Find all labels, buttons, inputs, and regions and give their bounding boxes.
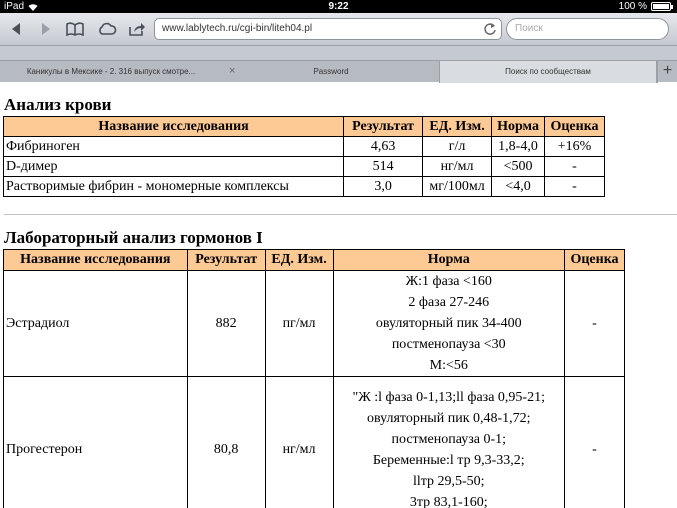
column-header: Результат — [187, 250, 265, 271]
norm-line: "Ж :l фаза 0-1,13;ll фаза 0,95-21; — [352, 390, 545, 405]
test-result: 4,63 — [344, 137, 423, 157]
test-name: Фибриноген — [4, 137, 344, 157]
norm-line: 2 фаза 27-246 — [408, 295, 490, 310]
section-divider — [4, 214, 677, 215]
table-row — [4, 271, 625, 377]
table-row — [4, 137, 605, 157]
section-title-blood: Анализ крови — [4, 95, 112, 114]
column-header: Результат — [344, 117, 423, 137]
bookmarks-icon[interactable] — [65, 19, 85, 39]
tab-bar — [0, 60, 677, 82]
column-header: ЕД. Изм. — [423, 117, 492, 137]
test-result: 3,0 — [344, 177, 423, 197]
test-grade: - — [565, 377, 625, 508]
address-bar[interactable] — [154, 18, 502, 40]
test-norm — [333, 377, 565, 508]
test-result: 882 — [187, 271, 265, 377]
icloud-tabs-icon[interactable] — [97, 19, 117, 39]
close-tab-icon[interactable]: × — [229, 65, 236, 77]
norm-line: llтр 29,5-50; — [412, 474, 485, 489]
test-unit: мг/100мл — [423, 177, 492, 197]
norm-line: овуляторный пик 0,48-1,72; — [366, 411, 531, 426]
tab-password[interactable] — [242, 61, 420, 83]
browser-toolbar — [0, 13, 677, 46]
norm-line: постменопауза 0-1; — [391, 432, 507, 447]
tab-mexico[interactable] — [0, 61, 222, 83]
test-unit: нг/мл — [265, 377, 333, 508]
tab-label: Поиск по сообществам — [505, 67, 591, 76]
search-placeholder: Поиск — [515, 23, 543, 34]
table-row — [4, 177, 605, 197]
battery-percent: 100 % — [618, 1, 647, 12]
toolbar-spacer — [0, 46, 677, 60]
column-header: Оценка — [565, 250, 625, 271]
test-grade: - — [545, 177, 605, 197]
norm-line: овуляторный пик 34-400 — [375, 316, 522, 331]
test-name: Прогестерон — [4, 377, 188, 508]
test-result: 514 — [344, 157, 423, 177]
page-content — [0, 82, 677, 508]
test-norm: <4,0 — [492, 177, 545, 197]
share-icon[interactable] — [127, 19, 147, 39]
test-unit: нг/мл — [423, 157, 492, 177]
tab-community-search[interactable] — [439, 61, 657, 83]
status-bar — [0, 0, 677, 13]
column-header: Норма — [492, 117, 545, 137]
norm-line: Ж:1 фаза <160 — [405, 274, 492, 289]
test-result: 80,8 — [187, 377, 265, 508]
test-grade: +16% — [545, 137, 605, 157]
tab-label: Password — [313, 67, 349, 76]
table-header-row — [4, 117, 605, 137]
tab-label: Каникулы в Мексике - 2. 316 выпуск смотре... — [26, 67, 196, 76]
hormones-table — [3, 249, 625, 508]
section-title-hormones: Лабораторный анализ гормонов I — [4, 228, 263, 247]
norm-line: Беременные:l тр 9,3-33,2; — [372, 453, 525, 468]
reload-icon[interactable] — [483, 22, 497, 36]
norm-line: 3тр 83,1-160; — [409, 495, 488, 508]
test-name: Растворимые фибрин - мономерные комплексы — [4, 177, 344, 197]
table-row — [4, 377, 625, 508]
table-header-row — [4, 250, 625, 271]
test-unit: г/л — [423, 137, 492, 157]
battery-icon — [651, 2, 671, 11]
column-header: Норма — [333, 250, 565, 271]
test-norm: 1,8-4,0 — [492, 137, 545, 157]
test-grade: - — [545, 157, 605, 177]
column-header: Название исследования — [4, 117, 344, 137]
table-row — [4, 157, 605, 177]
test-norm: <500 — [492, 157, 545, 177]
blood-table — [3, 116, 605, 197]
clock: 9:22 — [328, 1, 349, 12]
url-text: www.lablytech.ru/cgi-bin/liteh04.pl — [162, 23, 313, 34]
device-label: iPad — [4, 1, 25, 12]
column-header: Оценка — [545, 117, 605, 137]
column-header: Название исследования — [4, 250, 188, 271]
add-tab-button[interactable]: + — [657, 61, 677, 83]
test-grade: - — [565, 271, 625, 377]
test-unit: пг/мл — [265, 271, 333, 377]
test-norm — [333, 271, 565, 377]
column-header: ЕД. Изм. — [265, 250, 333, 271]
back-button[interactable] — [6, 19, 26, 39]
test-name: Эстрадиол — [4, 271, 188, 377]
forward-button[interactable] — [36, 19, 56, 39]
norm-line: постменопауза <30 — [391, 337, 506, 352]
test-name: D-димер — [4, 157, 344, 177]
norm-line: М:<56 — [429, 358, 468, 373]
search-input[interactable] — [506, 18, 669, 40]
